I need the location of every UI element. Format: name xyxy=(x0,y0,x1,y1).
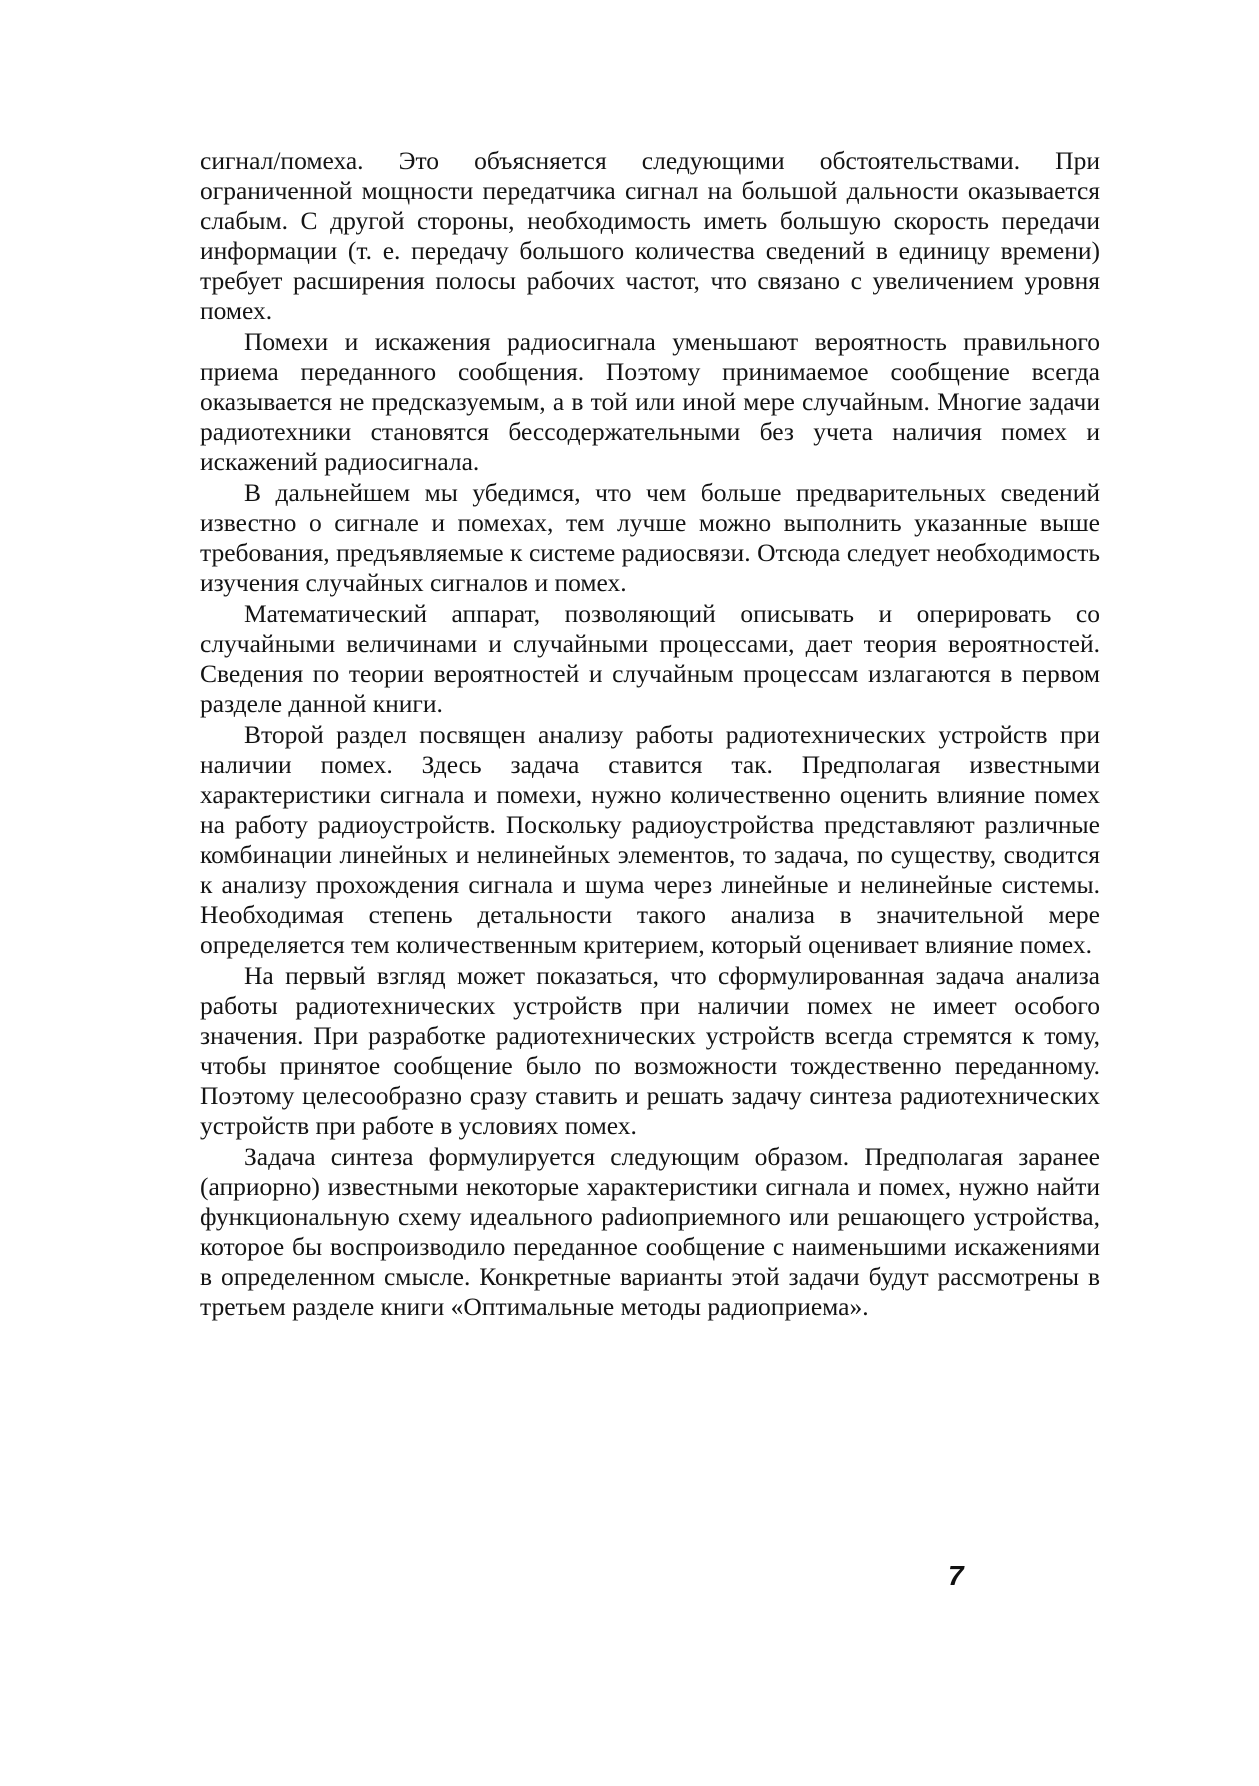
paragraph-noise-distortion: Помехи и искажения радиосигнала уменьшают вероятность правильного приема переданного сообщения. Поэтому принимаемое сообщение всегда оказывается не предсказуемым, а в той или иной мере случайным. Многие задачи радиотехники становятся бессодержательными без учета наличия помех и искажений радиосигнала. xyxy=(200,327,1100,476)
paragraph-continuation: сигнал/помеха. Это объясняется следующими обстоятельствами. При ограниченной мощности передатчика сигнал на большой дальности оказывается слабым. С другой стороны, необходимость иметь большую скорость передачи информации (т. е. передачу большого количества сведений в единицу времени) требует расширения полосы рабочих частот, что связано с увеличением уровня помех. xyxy=(200,146,1100,325)
paragraph-probability-theory: Математический аппарат, позволяющий описывать и оперировать со случайными величинами и случайными процессами, дает теория вероятностей. Сведения по теории вероятностей и случайным процессам излагаются в первом разделе данной книги. xyxy=(200,599,1100,718)
paragraph-second-section: Второй раздел посвящен анализу работы радиотехнических устройств при наличии помех. Здесь задача ставится так. Предполагая известными характеристики сигнала и помехи, нужно количественно оценить влияние помех на работу радиоустройств. Поскольку радиоустройства представляют различные комбинации линейных и нелинейных элементов, то задача, по существу, сводится к анализу прохождения сигнала и шума через линейные и нелинейные системы. Необходимая степень детальности такого анализа в значительной мере определяется тем количественным критерием, который оценивает влияние помех. xyxy=(200,720,1100,959)
paragraph-analysis-task: На первый взгляд может показаться, что сформулированная задача анализа работы радиотехнических устройств при наличии помех не имеет особого значения. При разработке радиотехнических устройств всегда стремятся к тому, чтобы принятое сообщение было по возможности тождественно переданному. Поэтому целесообразно сразу ставить и решать задачу синтеза радиотехнических устройств при работе в условиях помех. xyxy=(200,961,1100,1140)
page-body xyxy=(200,146,1100,1322)
page-number: 7 xyxy=(948,1560,964,1591)
paragraph-synthesis-task: Задача синтеза формулируется следующим образом. Предполагая заранее (априорно) известными некоторые характеристики сигнала и помех, нужно найти функциональную схему идеального раdиоприемного или решающего устройства, которое бы воспроизводило переданное сообщение с наименьшими искажениями в определенном смысле. Конкретные варианты этой задачи будут рассмотрены в третьем разделе книги «Оптимальные методы радиоприема». xyxy=(200,1142,1100,1321)
paragraph-prior-information: В дальнейшем мы убедимся, что чем больше предварительных сведений известно о сигнале и помехах, тем лучше можно выполнить указанные выше требования, предъявляемые к системе радиосвязи. Отсюда следует необходимость изучения случайных сигналов и помех. xyxy=(200,478,1100,597)
